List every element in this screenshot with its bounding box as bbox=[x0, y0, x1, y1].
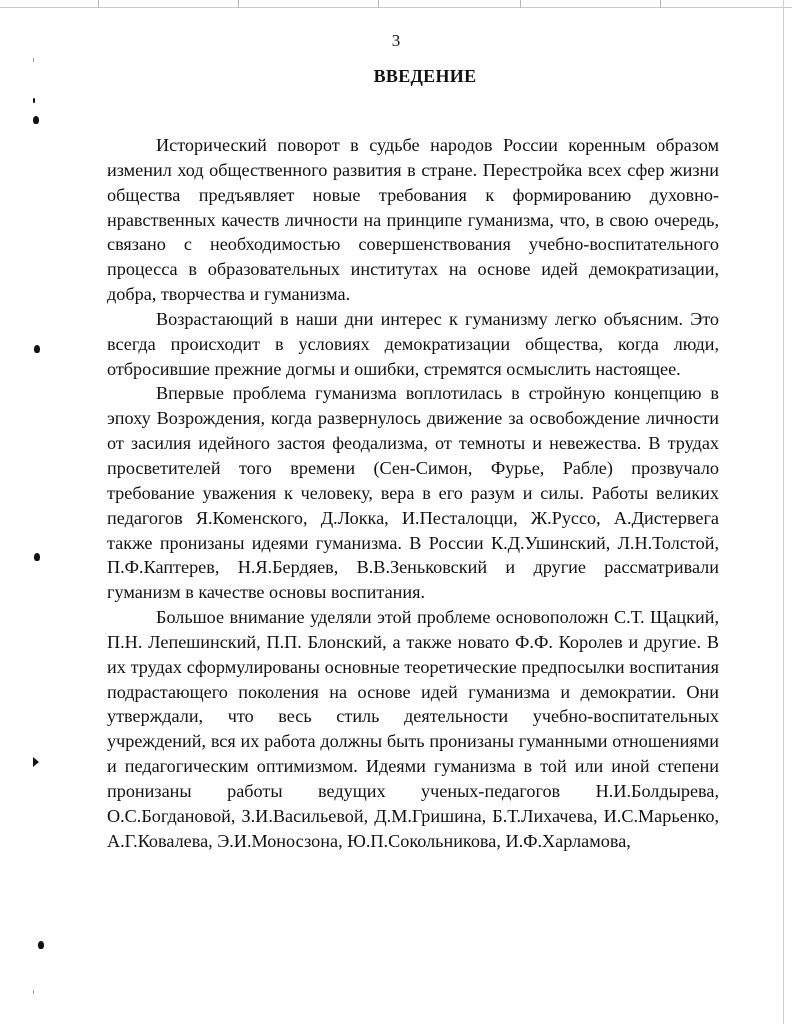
frame-tick bbox=[660, 0, 661, 8]
paragraph-intro: Исторический поворот в судьбе народов России коренным образом изменил ход общественного развития в стране. Перестройка всех сфер жизни общества предъявляет новые требования к формированию духовно-нравственных качеств личности на принципе гуманизма, что, в свою очередь, связано с необходимостью совершенствования учебно-воспитательного процесса в образовательных институтах на основе идей демократизации, добра, творчества и гуманизма. bbox=[107, 135, 719, 305]
margin-speck bbox=[33, 58, 34, 62]
binding-hole-mark bbox=[34, 345, 40, 353]
binding-hole-mark bbox=[33, 757, 39, 767]
body-text bbox=[107, 133, 719, 853]
binding-hole-mark bbox=[38, 941, 44, 949]
margin-speck bbox=[33, 990, 34, 994]
paragraph-history: Впервые проблема гуманизма воплотилась в стройную концепцию в эпоху Возрождения, когда развернулось движение за освобождение личности от засилия идейного застоя феодализма, от темноты и невежества. В трудах просветителей того времени (Сен-Симон, Фурье, Рабле) прозвучало требование уважения к человеку, вера в его разум и силы. Работы великих педагогов Я.Коменского, Д.Локка, И.Песталоцци, Ж.Руссо, А.Дистервега также пронизаны идеями гуманизма. В России К.Д.Ушинский, Л.Н.Толстой, П.Ф.Каптерев, Н.Я.Бердяев, В.В.Зеньковский и другие рассматривали гуманизм в качестве основы воспитания. bbox=[107, 383, 719, 603]
page-number: 3 bbox=[391, 31, 401, 50]
paragraph-interest: Возрастающий в наши дни интерес к гуманизму легко объясним. Это всегда происходит в условиях демократизации общества, когда люди, отбросившие прежние догмы и ошибки, стремятся осмыслить настоящее. bbox=[107, 308, 719, 379]
frame-tick bbox=[520, 0, 521, 8]
frame-tick bbox=[238, 0, 239, 8]
section-heading: ВВЕДЕНИЕ bbox=[373, 66, 477, 86]
paragraph-scholars: Большое внимание уделяли этой проблеме основоположн С.Т. Щацкий, П.Н. Лепешинский, П.П. Блонский, а также новато Ф.Ф. Королев и другие. В их трудах сформулированы основные теоретические предпосылки воспитания подрастающего поколения на основе идей гуманизма и демократии. Они утверждали, что весь стиль деятельности учебно-воспитательных учреждений, вся их работа должны быть пронизаны гуманными отношениями и педагогическим оптимизмом. Идеями гуманизма в той или иной степени пронизаны работы ведущих ученых-педагогов Н.И.Болдырева, О.С.Богдановой, З.И.Васильевой, Д.М.Гришина, Б.Т.Лихачева, И.С.Марьенко, А.Г.Ковалева, Э.И.Моносзона, Ю.П.Сокольникова, И.Ф.Харламова, bbox=[107, 607, 719, 851]
page-right-border bbox=[783, 0, 784, 1024]
frame-tick bbox=[378, 0, 379, 8]
binding-hole-mark bbox=[34, 553, 40, 561]
binding-hole-mark bbox=[33, 116, 39, 124]
page-top-border bbox=[0, 0, 792, 8]
binding-mark bbox=[33, 98, 35, 103]
frame-tick bbox=[98, 0, 99, 8]
